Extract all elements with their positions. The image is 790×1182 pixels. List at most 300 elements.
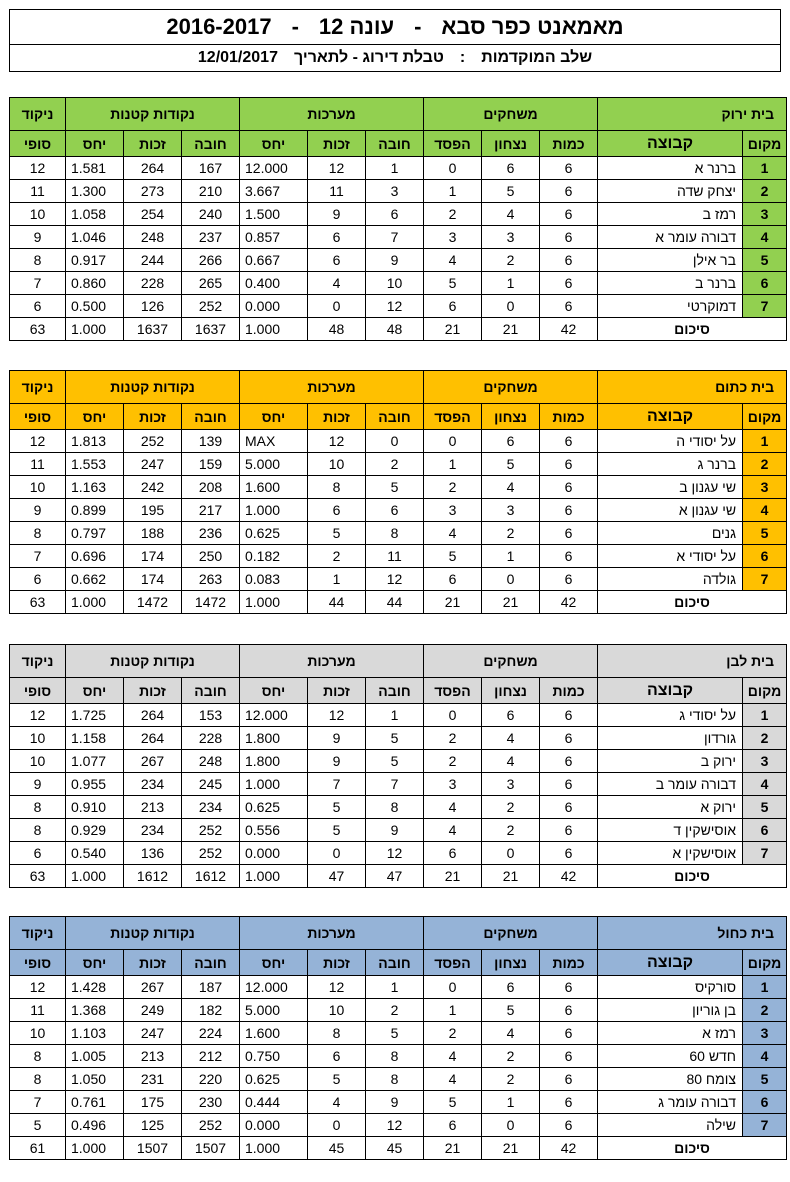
sets-ratio: 3.667: [240, 180, 308, 203]
points-ratio: 1.813: [66, 430, 124, 453]
house-name: בית כחול: [598, 917, 787, 950]
total-label: סיכום: [598, 1137, 787, 1160]
sets-ratio: 0.444: [240, 1091, 308, 1114]
wins-count: 2: [482, 249, 540, 272]
losses-count: 3: [424, 499, 482, 522]
total-wins: 21: [482, 591, 540, 614]
team-name: ירוק ב: [598, 750, 743, 773]
wins-count: 0: [482, 295, 540, 318]
sets-debit: 5: [366, 1022, 424, 1045]
games-count: 6: [540, 999, 598, 1022]
sets-ratio: 0.000: [240, 1114, 308, 1137]
team-header: קבוצה: [598, 950, 743, 976]
losses-header: הפסד: [424, 131, 482, 157]
final-score: 8: [10, 1045, 66, 1068]
sets-credit: 7: [308, 773, 366, 796]
losses-count: 3: [424, 226, 482, 249]
total-points-ratio: 1.000: [66, 865, 124, 888]
losses-count: 1: [424, 999, 482, 1022]
points-debit: 252: [182, 1114, 240, 1137]
sets-header: מערכות: [240, 917, 424, 950]
points-credit: 175: [124, 1091, 182, 1114]
points-ratio: 0.797: [66, 522, 124, 545]
sets-ratio: 0.625: [240, 522, 308, 545]
sets-ratio: 1.800: [240, 750, 308, 773]
table-row: [10, 796, 787, 819]
final-score: 9: [10, 226, 66, 249]
losses-count: 5: [424, 1091, 482, 1114]
games-count: 6: [540, 1091, 598, 1114]
wins-count: 4: [482, 203, 540, 226]
table-row: [10, 522, 787, 545]
team-name: בן גוריון: [598, 999, 743, 1022]
sets-debit: 5: [366, 727, 424, 750]
sets-credit: 0: [308, 1114, 366, 1137]
wins-count: 2: [482, 1045, 540, 1068]
house-name: בית לבן: [598, 645, 787, 678]
small-points-header: נקודות קטנות: [66, 98, 240, 131]
team-header: קבוצה: [598, 131, 743, 157]
final-header: סופי: [10, 131, 66, 157]
losses-header: הפסד: [424, 404, 482, 430]
games-count: 6: [540, 453, 598, 476]
rank-cell: 4: [743, 773, 787, 796]
final-header: סופי: [10, 950, 66, 976]
total-losses: 21: [424, 591, 482, 614]
total-losses: 21: [424, 1137, 482, 1160]
sets-ratio: 0.556: [240, 819, 308, 842]
sets-credit: 12: [308, 976, 366, 999]
sets-ratio: 12.000: [240, 157, 308, 180]
total-points-debit: 1472: [182, 591, 240, 614]
sets-credit: 10: [308, 453, 366, 476]
final-score: 7: [10, 272, 66, 295]
points-credit-header: זכות: [124, 131, 182, 157]
team-header: קבוצה: [598, 678, 743, 704]
team-name: גורדון: [598, 727, 743, 750]
sets-debit: 12: [366, 568, 424, 591]
games-count: 6: [540, 295, 598, 318]
final-score: 8: [10, 1068, 66, 1091]
losses-count: 6: [424, 295, 482, 318]
total-points-ratio: 1.000: [66, 318, 124, 341]
sets-credit: 5: [308, 1068, 366, 1091]
games-count: 6: [540, 796, 598, 819]
points-debit-header: חובה: [182, 131, 240, 157]
sets-debit: 2: [366, 999, 424, 1022]
sets-ratio: 0.400: [240, 272, 308, 295]
sets-credit: 12: [308, 704, 366, 727]
team-name: רמז א: [598, 1022, 743, 1045]
wins-header: נצחון: [482, 404, 540, 430]
sets-debit: 8: [366, 796, 424, 819]
total-points-credit: 1472: [124, 591, 182, 614]
table-row: [10, 180, 787, 203]
losses-count: 4: [424, 249, 482, 272]
total-points-debit: 1507: [182, 1137, 240, 1160]
points-credit: 242: [124, 476, 182, 499]
points-ratio: 0.955: [66, 773, 124, 796]
points-ratio: 1.103: [66, 1022, 124, 1045]
sets-credit: 6: [308, 249, 366, 272]
table-row: [10, 568, 787, 591]
points-ratio-header: יחס: [66, 131, 124, 157]
table-date: 12/01/2017: [197, 49, 278, 66]
wins-count: 3: [482, 226, 540, 249]
total-sets-debit: 45: [366, 1137, 424, 1160]
sets-ratio: 1.000: [240, 773, 308, 796]
rank-cell: 4: [743, 1045, 787, 1068]
games-count: 6: [540, 476, 598, 499]
points-ratio: 1.553: [66, 453, 124, 476]
title-separator: -: [291, 14, 299, 39]
sets-ratio: 0.000: [240, 842, 308, 865]
losses-count: 4: [424, 522, 482, 545]
rank-header: מקום: [743, 404, 787, 430]
final-score: 10: [10, 750, 66, 773]
sets-debit: 6: [366, 203, 424, 226]
points-debit: 217: [182, 499, 240, 522]
losses-count: 5: [424, 272, 482, 295]
rank-cell: 2: [743, 727, 787, 750]
total-sets-debit: 44: [366, 591, 424, 614]
team-name: על יסודי ה: [598, 430, 743, 453]
sets-credit: 4: [308, 1091, 366, 1114]
points-debit: 187: [182, 976, 240, 999]
final-score: 9: [10, 499, 66, 522]
rank-cell: 5: [743, 522, 787, 545]
wins-count: 1: [482, 545, 540, 568]
sets-credit: 5: [308, 819, 366, 842]
rank-cell: 3: [743, 203, 787, 226]
points-credit: 234: [124, 773, 182, 796]
sets-credit: 11: [308, 180, 366, 203]
sets-credit: 6: [308, 499, 366, 522]
title-separator: -: [414, 14, 422, 39]
sets-credit: 5: [308, 522, 366, 545]
points-credit-header: זכות: [124, 950, 182, 976]
points-credit: 252: [124, 430, 182, 453]
points-credit: 126: [124, 295, 182, 318]
losses-count: 5: [424, 545, 482, 568]
total-sets-ratio: 1.000: [240, 318, 308, 341]
sets-debit: 11: [366, 545, 424, 568]
points-debit: 153: [182, 704, 240, 727]
points-debit: 228: [182, 727, 240, 750]
sets-credit-header: זכות: [308, 678, 366, 704]
total-wins: 21: [482, 318, 540, 341]
rank-cell: 6: [743, 819, 787, 842]
total-points-credit: 1612: [124, 865, 182, 888]
sets-debit-header: חובה: [366, 678, 424, 704]
losses-count: 2: [424, 750, 482, 773]
page-header: [9, 9, 781, 72]
column-header-row: [10, 950, 787, 976]
table-row: [10, 203, 787, 226]
team-name: צומח 80: [598, 1068, 743, 1091]
points-debit: 224: [182, 1022, 240, 1045]
sets-credit-header: זכות: [308, 131, 366, 157]
points-credit: 264: [124, 727, 182, 750]
table-row: [10, 727, 787, 750]
final-score: 6: [10, 568, 66, 591]
points-credit: 188: [124, 522, 182, 545]
total-final: 63: [10, 318, 66, 341]
table-row: [10, 249, 787, 272]
table-row: [10, 750, 787, 773]
total-losses: 21: [424, 865, 482, 888]
games-count: 6: [540, 1068, 598, 1091]
title-name: מאמאנט כפר סבא: [441, 14, 624, 39]
final-score: 6: [10, 295, 66, 318]
losses-count: 4: [424, 1045, 482, 1068]
total-label: סיכום: [598, 318, 787, 341]
wins-count: 0: [482, 1114, 540, 1137]
final-score: 12: [10, 157, 66, 180]
games-count: 6: [540, 842, 598, 865]
games-count: 6: [540, 1022, 598, 1045]
points-ratio: 0.929: [66, 819, 124, 842]
final-score: 8: [10, 522, 66, 545]
sets-credit-header: זכות: [308, 404, 366, 430]
rank-cell: 5: [743, 249, 787, 272]
points-ratio: 0.761: [66, 1091, 124, 1114]
team-name: ברנר א: [598, 157, 743, 180]
sets-credit: 9: [308, 203, 366, 226]
table-row: [10, 545, 787, 568]
rank-cell: 7: [743, 295, 787, 318]
points-ratio: 0.910: [66, 796, 124, 819]
wins-count: 1: [482, 272, 540, 295]
sets-credit-header: זכות: [308, 950, 366, 976]
final-score: 8: [10, 249, 66, 272]
wins-count: 6: [482, 704, 540, 727]
total-sets-credit: 47: [308, 865, 366, 888]
wins-count: 5: [482, 180, 540, 203]
total-row: [10, 591, 787, 614]
losses-count: 0: [424, 430, 482, 453]
games-count: 6: [540, 568, 598, 591]
total-losses: 21: [424, 318, 482, 341]
table-row: [10, 819, 787, 842]
team-name: אוסישקין ד: [598, 819, 743, 842]
total-games: 42: [540, 865, 598, 888]
sets-debit: 6: [366, 499, 424, 522]
points-ratio-header: יחס: [66, 678, 124, 704]
rank-cell: 2: [743, 999, 787, 1022]
points-credit: 174: [124, 568, 182, 591]
points-ratio: 0.696: [66, 545, 124, 568]
wins-count: 4: [482, 727, 540, 750]
total-points-credit: 1507: [124, 1137, 182, 1160]
points-credit: 125: [124, 1114, 182, 1137]
team-name: גנים: [598, 522, 743, 545]
team-name: בר אילן: [598, 249, 743, 272]
final-score: 9: [10, 773, 66, 796]
sets-ratio: 1.600: [240, 1022, 308, 1045]
games-count: 6: [540, 180, 598, 203]
table-row: [10, 295, 787, 318]
points-credit: 195: [124, 499, 182, 522]
losses-count: 0: [424, 157, 482, 180]
games-count: 6: [540, 1114, 598, 1137]
points-debit: 263: [182, 568, 240, 591]
points-credit: 264: [124, 157, 182, 180]
points-debit: 210: [182, 180, 240, 203]
rank-cell: 4: [743, 226, 787, 249]
points-debit: 139: [182, 430, 240, 453]
wins-count: 5: [482, 999, 540, 1022]
games-count: 6: [540, 157, 598, 180]
sets-header: מערכות: [240, 371, 424, 404]
table-row: [10, 272, 787, 295]
games-count: 6: [540, 819, 598, 842]
final-score: 12: [10, 976, 66, 999]
games-count: 6: [540, 1045, 598, 1068]
points-debit-header: חובה: [182, 950, 240, 976]
wins-count: 3: [482, 499, 540, 522]
table-row: [10, 773, 787, 796]
points-credit: 231: [124, 1068, 182, 1091]
games-count: 6: [540, 499, 598, 522]
total-sets-ratio: 1.000: [240, 865, 308, 888]
losses-count: 1: [424, 453, 482, 476]
table-label: טבלת דירוג - לתאריך: [293, 49, 444, 66]
points-ratio-header: יחס: [66, 404, 124, 430]
total-final: 63: [10, 591, 66, 614]
wins-count: 4: [482, 1022, 540, 1045]
losses-count: 4: [424, 1068, 482, 1091]
matches-header: משחקים: [424, 98, 598, 131]
losses-count: 6: [424, 1114, 482, 1137]
column-header-row: [10, 131, 787, 157]
final-score: 11: [10, 999, 66, 1022]
points-ratio: 1.058: [66, 203, 124, 226]
losses-count: 6: [424, 842, 482, 865]
rank-cell: 1: [743, 704, 787, 727]
final-score: 12: [10, 704, 66, 727]
rank-cell: 7: [743, 842, 787, 865]
points-debit: 220: [182, 1068, 240, 1091]
house-standings-table: [9, 916, 787, 1160]
team-name: סורקיס: [598, 976, 743, 999]
final-score: 7: [10, 1091, 66, 1114]
table-row: [10, 226, 787, 249]
rank-cell: 7: [743, 1114, 787, 1137]
title-season: 2016-2017: [166, 14, 272, 39]
title-round: עונה 12: [318, 14, 395, 39]
points-credit: 244: [124, 249, 182, 272]
small-points-header: נקודות קטנות: [66, 645, 240, 678]
wins-count: 2: [482, 819, 540, 842]
rank-cell: 3: [743, 750, 787, 773]
sets-debit: 8: [366, 1045, 424, 1068]
group-header-row: [10, 917, 787, 950]
house-standings-table: [9, 370, 787, 614]
team-name: דבורה עומר ב: [598, 773, 743, 796]
wins-count: 3: [482, 773, 540, 796]
final-score: 10: [10, 476, 66, 499]
wins-header: נצחון: [482, 131, 540, 157]
total-points-ratio: 1.000: [66, 1137, 124, 1160]
column-header-row: [10, 404, 787, 430]
points-credit-header: זכות: [124, 404, 182, 430]
table-row: [10, 1091, 787, 1114]
points-debit: 245: [182, 773, 240, 796]
rank-cell: 3: [743, 476, 787, 499]
total-sets-debit: 48: [366, 318, 424, 341]
rank-cell: 3: [743, 1022, 787, 1045]
losses-count: 4: [424, 796, 482, 819]
table-row: [10, 1068, 787, 1091]
rank-cell: 7: [743, 568, 787, 591]
sets-debit-header: חובה: [366, 950, 424, 976]
sets-debit: 1: [366, 704, 424, 727]
team-name: על יסודי ג: [598, 704, 743, 727]
sets-debit: 12: [366, 1114, 424, 1137]
rank-header: מקום: [743, 678, 787, 704]
team-header: קבוצה: [598, 404, 743, 430]
team-name: ברנר ב: [598, 272, 743, 295]
points-credit: 213: [124, 1045, 182, 1068]
points-debit-header: חובה: [182, 404, 240, 430]
team-name: שילה: [598, 1114, 743, 1137]
wins-count: 2: [482, 1068, 540, 1091]
table-row: [10, 704, 787, 727]
points-ratio: 0.540: [66, 842, 124, 865]
points-ratio: 1.050: [66, 1068, 124, 1091]
wins-header: נצחון: [482, 950, 540, 976]
total-final: 63: [10, 865, 66, 888]
points-debit: 236: [182, 522, 240, 545]
points-credit: 174: [124, 545, 182, 568]
final-score: 8: [10, 819, 66, 842]
sets-debit: 1: [366, 976, 424, 999]
total-label: סיכום: [598, 591, 787, 614]
team-name: רמז ב: [598, 203, 743, 226]
wins-count: 0: [482, 568, 540, 591]
games-count: 6: [540, 522, 598, 545]
sets-debit: 8: [366, 522, 424, 545]
team-name: ירוק א: [598, 796, 743, 819]
total-row: [10, 865, 787, 888]
sets-credit: 4: [308, 272, 366, 295]
group-header-row: [10, 645, 787, 678]
total-sets-credit: 45: [308, 1137, 366, 1160]
losses-count: 0: [424, 976, 482, 999]
sets-credit: 1: [308, 568, 366, 591]
games-header: כמות: [540, 950, 598, 976]
rank-cell: 6: [743, 545, 787, 568]
points-debit: 250: [182, 545, 240, 568]
points-credit: 213: [124, 796, 182, 819]
games-count: 6: [540, 773, 598, 796]
games-count: 6: [540, 545, 598, 568]
total-wins: 21: [482, 1137, 540, 1160]
sets-ratio: 5.000: [240, 453, 308, 476]
sets-ratio: MAX: [240, 430, 308, 453]
total-label: סיכום: [598, 865, 787, 888]
points-debit: 237: [182, 226, 240, 249]
rank-cell: 2: [743, 180, 787, 203]
rank-cell: 1: [743, 976, 787, 999]
sets-debit: 9: [366, 819, 424, 842]
house-name: בית ירוק: [598, 98, 787, 131]
points-ratio: 0.496: [66, 1114, 124, 1137]
points-credit: 273: [124, 180, 182, 203]
points-debit-header: חובה: [182, 678, 240, 704]
losses-count: 6: [424, 568, 482, 591]
